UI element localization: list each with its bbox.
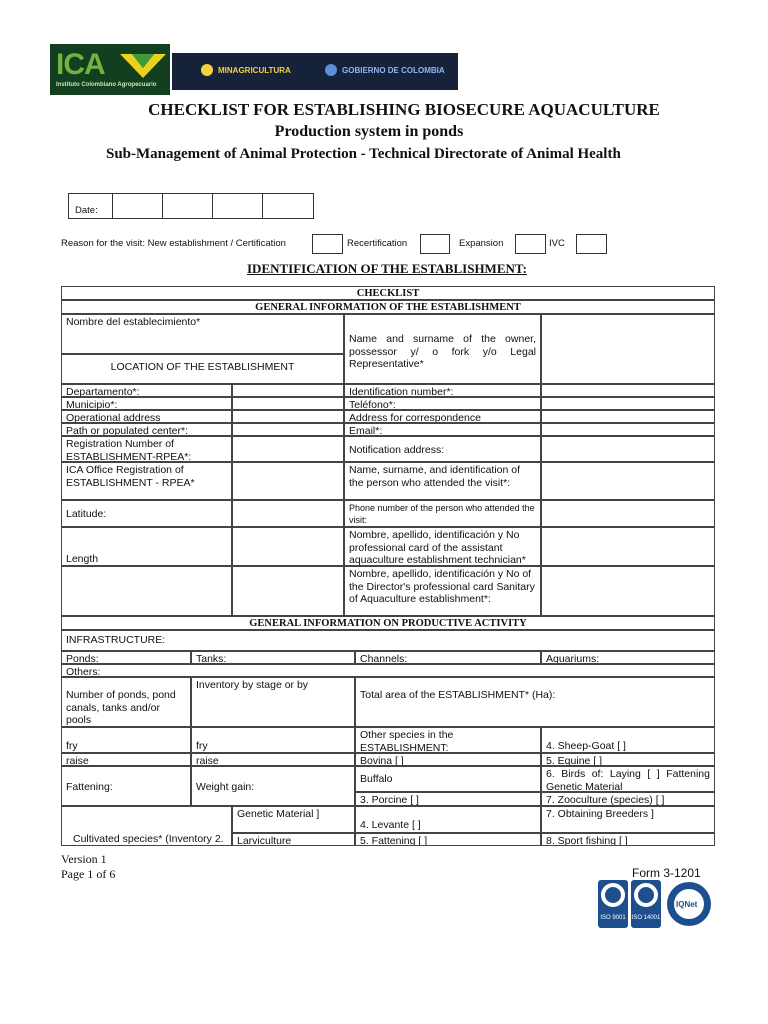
attendee-field[interactable] [541,462,715,500]
sheep-goat-checkbox[interactable]: 4. Sheep-Goat [ ] [541,727,715,753]
ica-office-label: ICA Office Registration of ESTABLISHMENT - RPEA* [61,462,232,500]
birds-checkbox[interactable]: 6. Birds of: Laying [ ] Fattening Genetic Material [541,766,715,792]
certification-icon [631,880,661,910]
page-subtitle: Production system in ponds [274,123,464,140]
zooculture-checkbox[interactable]: 7. Zooculture (species) [ ] [541,792,715,806]
operational-address-label: Operational address [61,410,232,423]
attendee-phone-field[interactable] [541,500,715,527]
fry-field[interactable]: fry [191,727,355,753]
ica-office-field[interactable] [232,462,344,500]
government-logo-band [172,53,458,90]
date-cell[interactable] [212,194,213,218]
cultivated-species-label: Cultivated species* (Inventory 2. [61,806,232,846]
iso-14001-badge: ISO 14001 [631,880,661,928]
date-label: Date: [75,205,98,216]
productive-activity-header: GENERAL INFORMATION ON PRODUCTIVE ACTIVITY [61,616,715,630]
municipality-field[interactable] [232,397,344,410]
technician-label: Nombre, apellido, identificación y No professional card of the assistant aquaculture establishment technician* [344,527,541,566]
directorate-title: Sub-Management of Animal Protection - Technical Directorate of Animal Health [106,146,621,162]
recertification-checkbox[interactable] [420,234,450,254]
blank-field[interactable] [232,566,344,616]
attendee-label: Name, surname, and identification of the person who attended the visit*: [344,462,541,500]
ica-leaf-icon [120,50,166,80]
latitude-label: Latitude: [61,500,232,527]
registration-number-field[interactable] [232,436,344,462]
government-logo-text: GOBIERNO DE COLOMBIA [342,66,445,75]
ica-logo [50,44,170,95]
owner-field[interactable] [541,314,715,384]
populated-center-label: Path or populated center*: [61,423,232,436]
latitude-field[interactable] [232,500,344,527]
form-number: Form 3-1201 [632,866,701,880]
blank-cell [61,566,232,616]
ivc-checkbox[interactable] [576,234,607,254]
tanks-field[interactable]: Tanks: [191,651,355,664]
populated-center-field[interactable] [232,423,344,436]
section-title: IDENTIFICATION OF THE ESTABLISHMENT: [247,261,527,276]
registration-number-label: Registration Number of ESTABLISHMENT-RPEA*: [61,436,232,462]
recertification-label: Recertification [347,238,408,249]
fry-label: fry [61,727,191,753]
page-number: Page 1 of 6 [61,867,116,881]
inventory-label: Inventory by stage or by [191,677,355,727]
establishment-name-field[interactable]: Nombre del establecimiento* [61,314,344,354]
larviculture-field[interactable]: Larviculture [232,833,355,846]
notification-address-field[interactable] [541,436,715,462]
version-label: Version 1 [61,852,107,866]
expansion-checkbox[interactable] [515,234,546,254]
expansion-label: Expansion [459,238,504,249]
length-label: Length [61,527,232,566]
breeders-checkbox[interactable]: 7. Obtaining Breeders ] [541,806,715,833]
date-cell[interactable] [262,194,263,218]
government-seal-icon [324,63,338,77]
date-cell[interactable] [162,194,163,218]
attendee-phone-label: Phone number of the person who attended the visit: [344,500,541,527]
department-field[interactable] [232,384,344,397]
notification-address-label: Notification address: [344,436,541,462]
director-label: Nombre, apellido, identificación y No of the Director's professional card Sanitary of Aquaculture establishment*: [344,566,541,616]
phone-field[interactable] [541,397,715,410]
aquariums-field[interactable]: Aquariums: [541,651,715,664]
ivc-label: IVC [549,238,565,249]
infrastructure-label: INFRASTRUCTURE: [61,630,715,651]
iqnet-badge: IQNet [664,880,715,928]
page-title: CHECKLIST FOR ESTABLISHING BIOSECURE AQUACULTURE [148,100,660,119]
number-of-ponds-label: Number of ponds, pond canals, tanks and/or pools [61,677,191,727]
correspondence-address-field[interactable] [541,410,715,423]
genetic-material-field[interactable]: Genetic Material ] [232,806,355,833]
raise-field[interactable]: raise [191,753,355,766]
operational-address-field[interactable] [232,410,344,423]
general-info-header: GENERAL INFORMATION OF THE ESTABLISHMENT [61,300,715,314]
levante-checkbox[interactable]: 4. Levante [ ] [355,806,541,833]
other-species-label: Other species in the ESTABLISHMENT: [355,727,541,753]
ministry-logo-text: MINAGRICULTURA [218,66,291,75]
date-cell[interactable] [112,194,113,218]
technician-field[interactable] [541,527,715,566]
owner-label: Name and surname of the owner, possessor y/ o fork y/o Legal Representative* [344,314,541,384]
date-field[interactable] [68,193,314,219]
buffalo-checkbox[interactable]: Buffalo [355,766,541,792]
email-label: Email*: [344,423,541,436]
certification-checkbox[interactable] [312,234,343,254]
channels-field[interactable]: Channels: [355,651,541,664]
others-field[interactable]: Others: [61,664,715,677]
equine-checkbox[interactable]: 5. Equine [ ] [541,753,715,766]
total-area-field[interactable]: Total area of the ESTABLISHMENT* (Ha): [355,677,715,727]
weight-gain-field[interactable]: Weight gain: [191,766,355,806]
director-field[interactable] [541,566,715,616]
checklist-header: CHECKLIST [61,286,715,300]
email-field[interactable] [541,423,715,436]
identification-number-field[interactable] [541,384,715,397]
department-label: Departamento*: [61,384,232,397]
fattening-checkbox[interactable]: 5. Fattening [ ] [355,833,541,846]
length-field[interactable] [232,527,344,566]
fattening-label: Fattening: [61,766,191,806]
municipality-label: Municipio*: [61,397,232,410]
ponds-field[interactable]: Ponds: [61,651,191,664]
phone-label: Teléfono*: [344,397,541,410]
ica-logo-text: ICA [56,48,105,81]
correspondence-address-label: Address for correspondence [344,410,541,423]
certification-icon [598,880,628,910]
identification-number-label: Identification number*: [344,384,541,397]
bovine-checkbox[interactable]: Bovina [ ] [355,753,541,766]
location-label: LOCATION OF THE ESTABLISHMENT [61,354,344,384]
ica-logo-subtitle: Instituto Colombiano Agropecuario [56,82,157,88]
porcine-checkbox[interactable]: 3. Porcine [ ] [355,792,541,806]
sport-fishing-checkbox[interactable]: 8. Sport fishing [ ] [541,833,715,846]
coat-of-arms-icon [200,63,214,77]
raise-label: raise [61,753,191,766]
reason-label: Reason for the visit: New establishment / Certification [61,238,286,249]
iso-9001-badge: ISO 9001 [598,880,628,928]
